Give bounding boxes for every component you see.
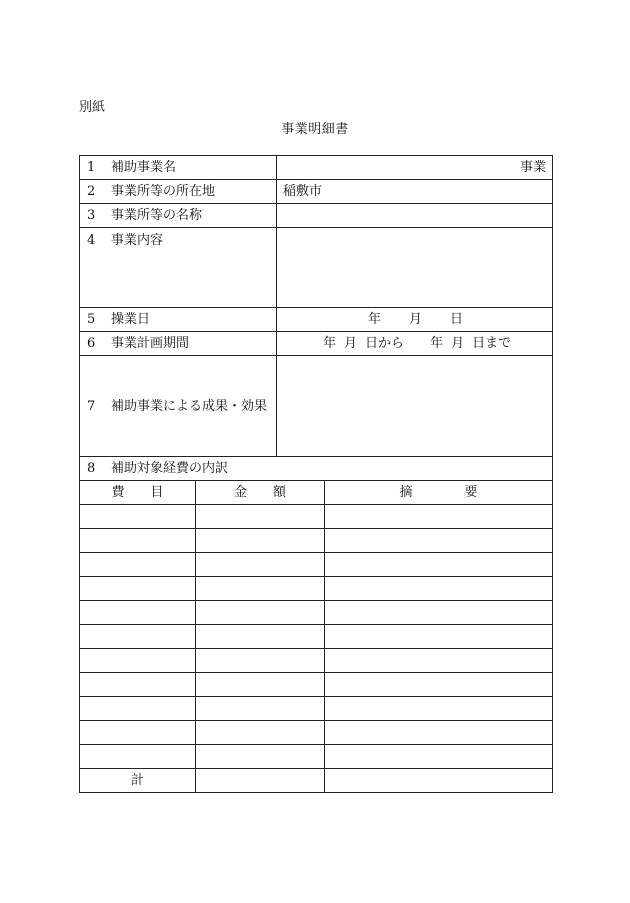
amount-cell[interactable]: [196, 601, 325, 625]
label-cell: [80, 156, 277, 180]
month-label: 月: [409, 312, 423, 327]
summary-cell[interactable]: [325, 529, 553, 553]
expense-item-cell[interactable]: [80, 601, 196, 625]
expense-item-cell[interactable]: [80, 721, 196, 745]
header-expense-item: 費 目: [80, 481, 196, 505]
item-number: 4: [87, 233, 96, 248]
summary-cell[interactable]: [325, 745, 553, 769]
item-label: 事業計画期間: [111, 336, 190, 351]
expense-item-cell[interactable]: [80, 649, 196, 673]
table-row: [80, 505, 553, 529]
table-row: [80, 601, 553, 625]
summary-cell[interactable]: [325, 601, 553, 625]
form-row-results: [80, 356, 553, 457]
item-label: 事業所等の所在地: [111, 184, 216, 199]
table-row: [80, 529, 553, 553]
amount-cell[interactable]: [196, 577, 325, 601]
item-number: 1: [87, 160, 96, 175]
start-year-label: 年: [323, 336, 337, 351]
expense-header-row: [80, 481, 553, 505]
form-row-business-content: [80, 228, 553, 308]
amount-cell[interactable]: [196, 625, 325, 649]
expense-item-cell[interactable]: [80, 673, 196, 697]
expense-item-cell[interactable]: [80, 745, 196, 769]
table-row: [80, 673, 553, 697]
item-number: 3: [87, 208, 96, 223]
results-field[interactable]: [277, 356, 553, 457]
item-number: 5: [87, 312, 96, 327]
label-cell: [80, 457, 553, 481]
table-row: [80, 721, 553, 745]
item-label: 操業日: [111, 312, 151, 327]
location-field[interactable]: [277, 180, 553, 204]
amount-cell[interactable]: [196, 697, 325, 721]
day-label: 日: [450, 312, 464, 327]
project-name-suffix: 事業: [520, 160, 547, 175]
item-number: 7: [87, 398, 96, 414]
label-cell: [80, 332, 277, 356]
expense-item-cell[interactable]: [80, 553, 196, 577]
item-number: 6: [87, 336, 96, 351]
label-cell: [80, 204, 277, 228]
item-label: 補助事業による成果・効果: [111, 398, 268, 414]
operation-date-field[interactable]: [277, 308, 553, 332]
expense-item-cell[interactable]: [80, 577, 196, 601]
label-cell: [80, 308, 277, 332]
table-row: [80, 625, 553, 649]
total-summary-cell[interactable]: [325, 769, 553, 793]
amount-cell[interactable]: [196, 649, 325, 673]
end-year-label: 年: [430, 336, 444, 351]
summary-cell[interactable]: [325, 697, 553, 721]
amount-cell[interactable]: [196, 553, 325, 577]
summary-cell[interactable]: [325, 577, 553, 601]
form-row-location: [80, 180, 553, 204]
expense-item-cell[interactable]: [80, 625, 196, 649]
project-name-field[interactable]: [277, 156, 553, 180]
table-row: [80, 553, 553, 577]
year-label: 年: [368, 312, 382, 327]
amount-cell[interactable]: [196, 529, 325, 553]
amount-cell[interactable]: [196, 505, 325, 529]
total-row: [80, 769, 553, 793]
plan-period-field[interactable]: [277, 332, 553, 356]
document-title: 事業明細書: [281, 122, 349, 137]
expense-item-cell[interactable]: [80, 529, 196, 553]
annex-label: 別紙: [79, 100, 106, 115]
summary-cell[interactable]: [325, 721, 553, 745]
item-number: 8: [87, 461, 96, 476]
header-amount: 金 額: [196, 481, 325, 505]
summary-cell[interactable]: [325, 505, 553, 529]
business-content-field[interactable]: [277, 228, 553, 308]
form-row-expense-breakdown: [80, 457, 553, 481]
end-month-label: 月: [451, 336, 465, 351]
item-label: 補助対象経費の内訳: [111, 461, 229, 476]
header-summary: 摘 要: [325, 481, 553, 505]
item-label: 事業所等の名称: [111, 208, 203, 223]
form-row-operation-date: [80, 308, 553, 332]
start-month-label: 月: [344, 336, 358, 351]
label-cell: [80, 180, 277, 204]
form-row-office-name: [80, 204, 553, 228]
form-row-project-name: [80, 156, 553, 180]
expense-detail-form: [79, 155, 553, 793]
item-number: 2: [87, 184, 96, 199]
item-label: 事業内容: [111, 233, 164, 248]
total-amount-cell[interactable]: [196, 769, 325, 793]
table-row: [80, 577, 553, 601]
end-day-label: 日まで: [472, 336, 512, 351]
expense-item-cell[interactable]: [80, 505, 196, 529]
total-label: 計: [80, 769, 196, 793]
location-value: 稲敷市: [283, 184, 323, 199]
expense-item-cell[interactable]: [80, 697, 196, 721]
summary-cell[interactable]: [325, 553, 553, 577]
office-name-field[interactable]: [277, 204, 553, 228]
summary-cell[interactable]: [325, 649, 553, 673]
amount-cell[interactable]: [196, 673, 325, 697]
table-row: [80, 649, 553, 673]
start-day-label: 日から: [365, 336, 405, 351]
summary-cell[interactable]: [325, 625, 553, 649]
table-row: [80, 697, 553, 721]
amount-cell[interactable]: [196, 745, 325, 769]
label-cell: [80, 356, 277, 457]
item-label: 補助事業名: [111, 160, 177, 175]
summary-cell[interactable]: [325, 673, 553, 697]
table-row: [80, 745, 553, 769]
form-row-plan-period: [80, 332, 553, 356]
amount-cell[interactable]: [196, 721, 325, 745]
label-cell: [80, 228, 277, 308]
